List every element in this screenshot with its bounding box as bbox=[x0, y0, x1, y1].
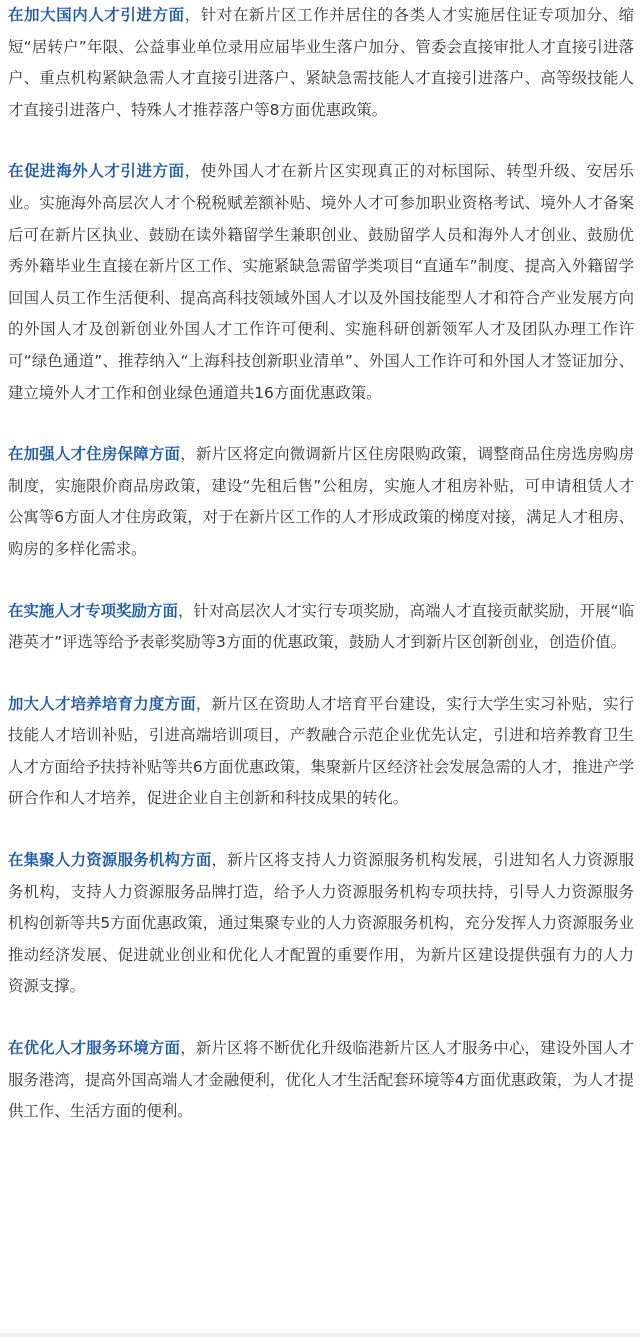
policy-paragraph-domestic-talent bbox=[8, 0, 634, 126]
section-body: ，使外国人才在新片区实现真正的对标国际、转型升级、安居乐业。实施海外高层次人才个税税赋差额补贴、境外人才可参加职业资格考试、境外人才备案后可在新片区执业、鼓励在读外籍留学生兼职创业、鼓励留学人员和海外人才创业、鼓励优秀外籍毕业生直接在新片区工作、实施紧缺急需留学类项目“直通车”制度、提高入外籍留学回国人员工作生活便利、提高高科技领域外国人才以及外国技能型人才和符合产业发展方向的外国人才及创新创业外国人才工作许可便利、实施科研创新领军人才及团队办理工作许可“绿色通道”、推荐纳入“上海科技创新职业清单”、外国人工作许可和外国人才签证加分、建立境外人才工作和创业绿色通道共16方面优惠政策。 bbox=[8, 162, 634, 402]
bottom-divider bbox=[0, 1333, 640, 1337]
section-heading: 加大人才培养培育力度方面 bbox=[8, 694, 196, 713]
policy-paragraph-service-environment bbox=[8, 1033, 634, 1128]
section-body: ，新片区将定向微调新片区住房限购政策，调整商品住房选房购房制度，实施限价商品房政策，建设“先租后售”公租房，实施人才租房补贴，可申请租赁人才公寓等6方面人才住房政策，对于在新片区工作的人才形成政策的梯度对接，满足人才租房、购房的多样化需求。 bbox=[8, 445, 634, 558]
policy-paragraph-rewards bbox=[8, 596, 634, 659]
section-body: ，针对在新片区工作并居住的各类人才实施居住证专项加分、缩短“居转户”年限、公益事业单位录用应届毕业生落户加分、管委会直接审批人才直接引进落户、重点机构紧缺急需人才直接引进落户、紧缺急需技能人才直接引进落户、高等级技能人才直接引进落户、特殊人才推荐落户等8方面优惠政策。 bbox=[8, 6, 634, 119]
section-body: ，新片区在资助人才培育平台建设，实行大学生实习补贴，实行技能人才培训补贴，引进高端培训项目，产教融合示范企业优先认定，引进和培养教育卫生人才方面给予扶持补贴等共6方面优惠政策，集聚新片区经济社会发展急需的人才，推进产学研合作和人才培养，促进企业自主创新和科技成果的转化。 bbox=[8, 694, 634, 808]
section-body: ，针对高层次人才实行专项奖励，高端人才直接贡献奖励，开展“临港英才”评选等给予表彰奖励等3方面的优惠政策，鼓励人才到新片区创新创业，创造价值。 bbox=[8, 601, 634, 652]
policy-paragraph-hr-services bbox=[8, 845, 634, 1003]
policy-paragraph-training bbox=[8, 689, 634, 815]
article-content bbox=[8, 0, 634, 1128]
policy-paragraph-overseas-talent bbox=[8, 156, 634, 409]
section-body: ，新片区将不断优化升级临港新片区人才服务中心，建设外国人才服务港湾，提高外国高端人才金融便利，优化人才生活配套环境等4方面优惠政策，为人才提供工作、生活方面的便利。 bbox=[8, 1039, 634, 1121]
policy-paragraph-housing bbox=[8, 439, 634, 565]
section-heading: 在实施人才专项奖励方面 bbox=[8, 601, 178, 620]
section-heading: 在集聚人力资源服务机构方面 bbox=[8, 851, 212, 870]
section-body: ，新片区将支持人力资源服务机构发展，引进知名人力资源服务机构，支持人力资源服务品牌打造，给予人力资源服务机构专项扶持，引导人力资源服务机构创新等共5方面优惠政策，通过集聚专业的人力资源服务机构，充分发挥人力资源服务业推动经济发展、促进就业创业和优化人才配置的重要作用，为新片区建设提供强有力的人力资源支撑。 bbox=[8, 851, 634, 996]
section-heading: 在促进海外人才引进方面 bbox=[8, 162, 185, 181]
section-heading: 在加大国内人才引进方面 bbox=[8, 6, 185, 24]
section-heading: 在优化人才服务环境方面 bbox=[8, 1039, 181, 1058]
section-heading: 在加强人才住房保障方面 bbox=[8, 445, 181, 464]
